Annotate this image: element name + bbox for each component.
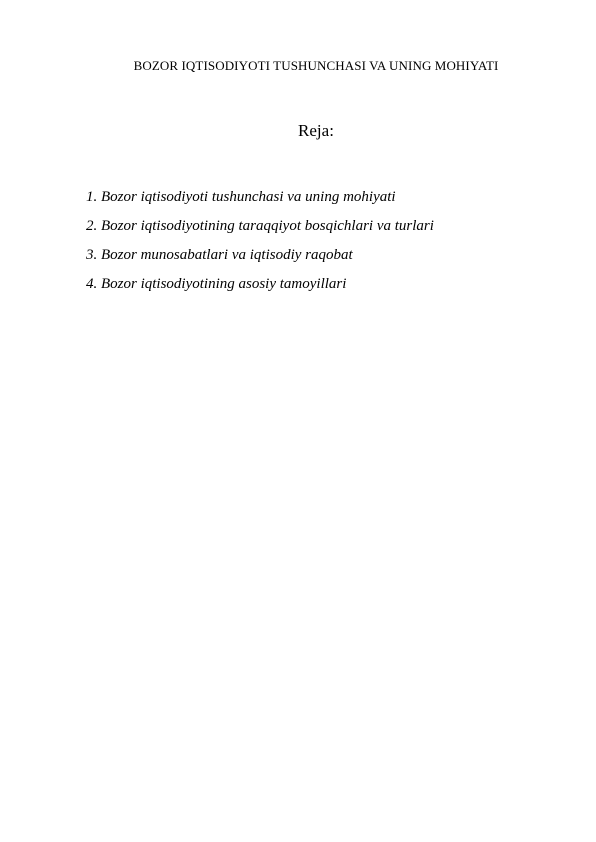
plan-item: 1. Bozor iqtisodiyoti tushunchasi va uning mohiyati [86,189,396,205]
plan-heading: Reja: [298,121,334,140]
plan-item: 2. Bozor iqtisodiyotining taraqqiyot bosqichlari va turlari [86,218,434,234]
document-title: BOZOR IQTISODIYOTI TUSHUNCHASI VA UNING MOHIYATI [133,58,499,73]
plan-list [86,188,434,304]
plan-item: 3. Bozor munosabatlari va iqtisodiy raqobat [86,247,353,263]
plan-item: 4. Bozor iqtisodiyotining asosiy tamoyillari [86,276,347,292]
